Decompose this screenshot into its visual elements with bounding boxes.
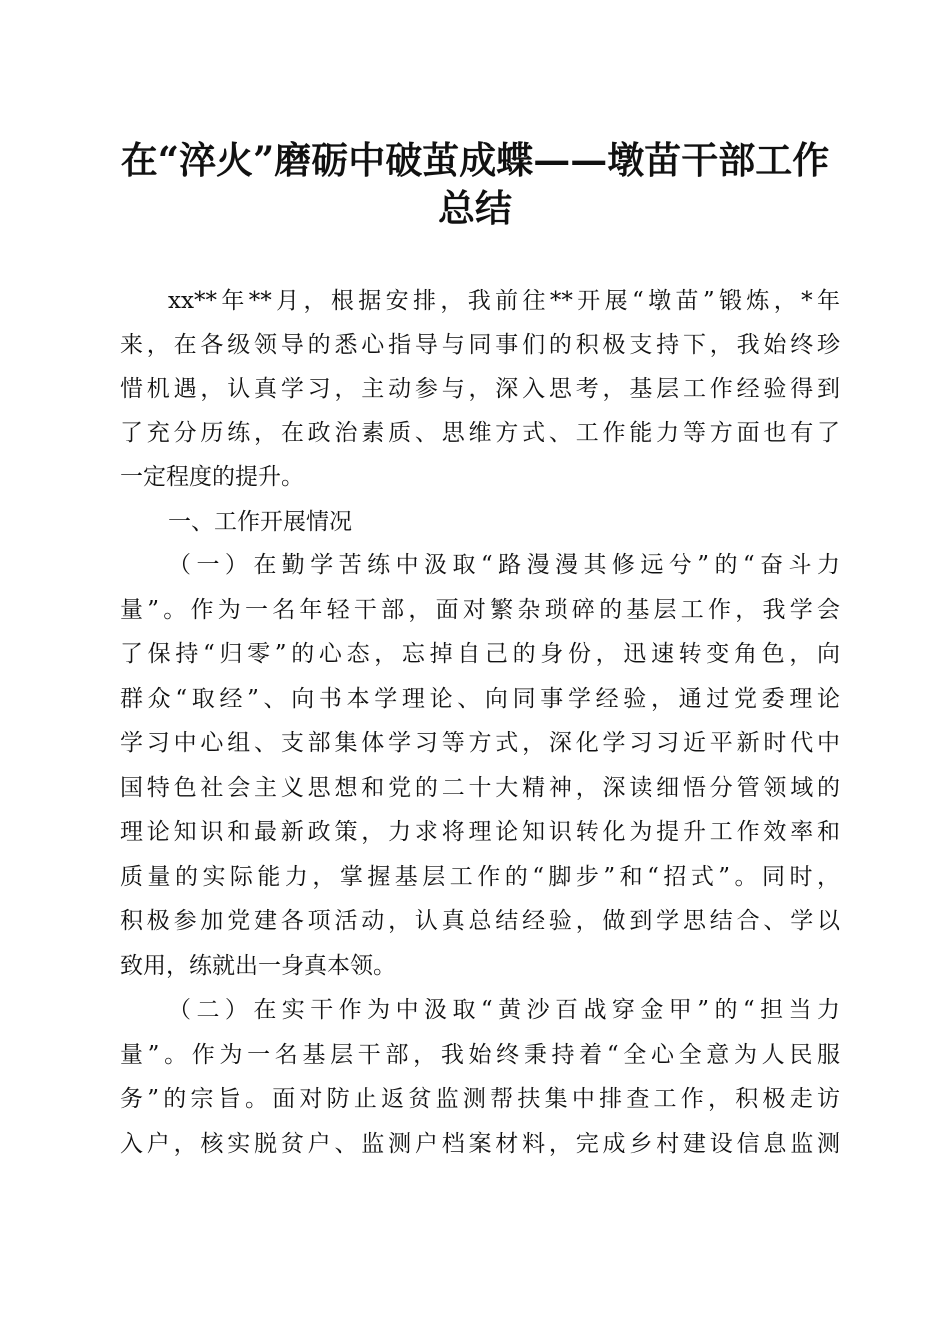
paragraph-line: 入户，核实脱贫户、监测户档案材料，完成乡村建设信息监测 <box>120 1131 840 1157</box>
paragraph-line: 群众“取经”、向书本学理论、向同事学经验，通过党委理论 <box>120 686 840 712</box>
paragraph-line: 学习中心组、支部集体学习等方式，深化学习习近平新时代中 <box>120 730 840 756</box>
paragraph-line: 致用，练就出一身真本领。 <box>120 953 396 979</box>
paragraph-line: 理论知识和最新政策，力求将理论知识转化为提升工作效率和 <box>120 819 840 845</box>
intro-line: 惜机遇，认真学习，主动参与，深入思考，基层工作经验得到 <box>120 376 840 402</box>
paragraph-line: 量”。作为一名年轻干部，面对繁杂琐碎的基层工作，我学会 <box>120 597 840 623</box>
intro-line: xx**年**月，根据安排，我前往**开展“墩苗”锻炼，*年 <box>168 288 840 314</box>
section-heading: 一、工作开展情况 <box>168 509 352 535</box>
paragraph-line: 了保持“归零”的心态，忘掉自己的身份，迅速转变角色，向 <box>120 641 840 667</box>
intro-line: 一定程度的提升。 <box>120 464 304 490</box>
intro-line: 了充分历练，在政治素质、思维方式、工作能力等方面也有了 <box>120 420 840 446</box>
document-title-continued: 总结 <box>438 186 512 230</box>
paragraph-line: 质量的实际能力，掌握基层工作的“脚步”和“招式”。同时， <box>120 864 840 890</box>
paragraph-line: 积极参加党建各项活动，认真总结经验，做到学思结合、学以 <box>120 908 840 934</box>
paragraph-line: 国特色社会主义思想和党的二十大精神，深读细悟分管领域的 <box>120 775 840 801</box>
document-title: 在“淬火”磨砺中破茧成蝶——墩苗干部工作 <box>120 138 830 182</box>
intro-line: 来，在各级领导的悉心指导与同事们的积极支持下，我始终珍 <box>120 332 840 358</box>
paragraph-line: 务”的宗旨。面对防止返贫监测帮扶集中排查工作，积极走访 <box>120 1086 840 1112</box>
paragraph-line: 量”。作为一名基层干部，我始终秉持着“全心全意为人民服 <box>120 1042 840 1068</box>
paragraph-line: （二）在实干作为中汲取“黄沙百战穿金甲”的“担当力 <box>168 997 840 1023</box>
paragraph-line: （一）在勤学苦练中汲取“路漫漫其修远兮”的“奋斗力 <box>168 552 840 578</box>
